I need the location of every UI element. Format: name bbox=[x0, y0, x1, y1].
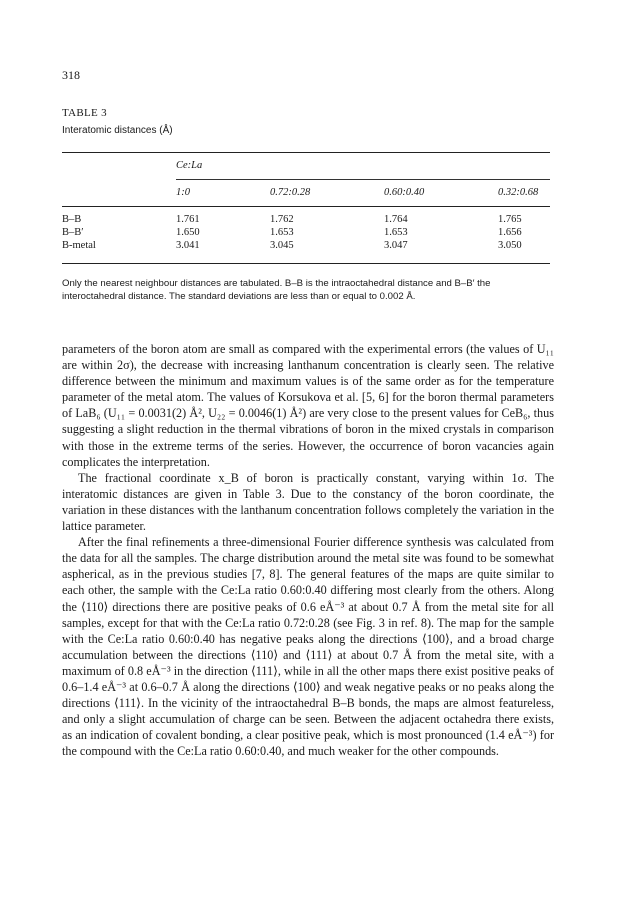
column-header: 1:0 bbox=[176, 187, 190, 198]
table-cell: 3.047 bbox=[384, 240, 408, 251]
paragraph: parameters of the boron atom are small as compared with the experimental errors (the values of U₁₁ are within 2σ), the decrease with increasing lanthanum concentration is clearly seen. The relative difference between the minimum and maximum values is of the same order as for the temperature parameter of the metal atom. The values of Korsukova et al. [5, 6] for the boron thermal parameters of LaB₆ (U₁₁ = 0.0031(2) Å², U₂₂ = 0.0046(1) Å²) are very close to the present values for CeB₆, thus suggesting a slight reduction in the thermal vibrations of boron in the mixed crystals in comparison with those in the extreme terms of the series. However, the occurrence of boron vacancies again complicates the interpretation. bbox=[62, 342, 554, 469]
paragraph: After the final refinements a three-dimensional Fourier difference synthesis was calculated from the data for all the samples. The charge distribution around the metal site was found to be somewhat aspherical, as in the previous studies [7, 8]. The general features of the maps are quite similar to each other, the sample with the Ce:La ratio 0.60:0.40 differing most clearly from the others. Along the ⟨110⟩ directions there are positive peaks of 0.6 eÅ⁻³ at about 0.7 Å from the metal site for all samples, except for that with the Ce:La ratio 0.72:0.28 (see Fig. 3 in ref. 8). The map for the sample with the Ce:La ratio 0.60:0.40 has negative peaks along the directions ⟨100⟩, and a broad charge accumulation between the directions ⟨110⟩ and ⟨111⟩ at about 0.7 Å from the metal site, with a maximum of 0.8 eÅ⁻³ in the direction ⟨111⟩, while in all the other maps there exist positive peaks of 0.6–1.4 eÅ⁻³ at 0.6–0.7 Å along the directions ⟨100⟩ and weak negative peaks or no peaks along the directions ⟨111⟩. In the vicinity of the intraoctahedral B–B bonds, the maps are almost featureless, and only a slight accumulation of charge can be seen. Between the adjacent octahedra there exists, as an indication of covalent bonding, a clear positive peak, which is most pronounced (1.4 eÅ⁻³) for the compound with the Ce:La ratio 0.60:0.40, and much weaker for the other compounds. bbox=[62, 535, 554, 759]
column-header: 0.32:0.68 bbox=[498, 187, 539, 198]
table-top-rule bbox=[62, 152, 550, 153]
row-label: B–B bbox=[62, 214, 82, 225]
table-cell: 1.764 bbox=[384, 214, 408, 225]
table-cell: 3.050 bbox=[498, 240, 522, 251]
column-header: 0.60:0.40 bbox=[384, 187, 425, 198]
table-footnote: Only the nearest neighbour distances are tabulated. B–B is the intraoctahedral distance and B–B′ the interoctahedral distance. The standard deviations are less than or equal to 0.002 Å. bbox=[62, 278, 491, 302]
table-cell: 1.650 bbox=[176, 227, 200, 238]
table-cell: 3.045 bbox=[270, 240, 294, 251]
header-bottom-rule bbox=[62, 206, 550, 207]
row-label: B–B′ bbox=[62, 227, 84, 238]
page-number: 318 bbox=[62, 68, 80, 82]
table-cell: 1.761 bbox=[176, 214, 200, 225]
body-text bbox=[62, 341, 554, 759]
row-label: B-metal bbox=[62, 240, 96, 251]
table-cell: 3.041 bbox=[176, 240, 200, 251]
column-header: 0.72:0.28 bbox=[270, 187, 311, 198]
table-cell: 1.762 bbox=[270, 214, 294, 225]
paragraph: The fractional coordinate x_B of boron is practically constant, varying within 1σ. The interatomic distances are given in Table 3. Due to the constancy of the boron coordinate, the variation in these distances with the lanthanum concentration follows completely the variation in the lattice parameter. bbox=[62, 470, 554, 534]
table-subtitle: Interatomic distances (Å) bbox=[62, 125, 173, 136]
table-cell: 1.653 bbox=[384, 227, 408, 238]
table-cell: 1.656 bbox=[498, 227, 522, 238]
group-header-rule bbox=[176, 179, 550, 180]
group-header: Ce:La bbox=[176, 160, 203, 171]
table-caption: TABLE 3 bbox=[62, 107, 107, 119]
table-cell: 1.653 bbox=[270, 227, 294, 238]
table-bottom-rule bbox=[62, 263, 550, 264]
table-cell: 1.765 bbox=[498, 214, 522, 225]
